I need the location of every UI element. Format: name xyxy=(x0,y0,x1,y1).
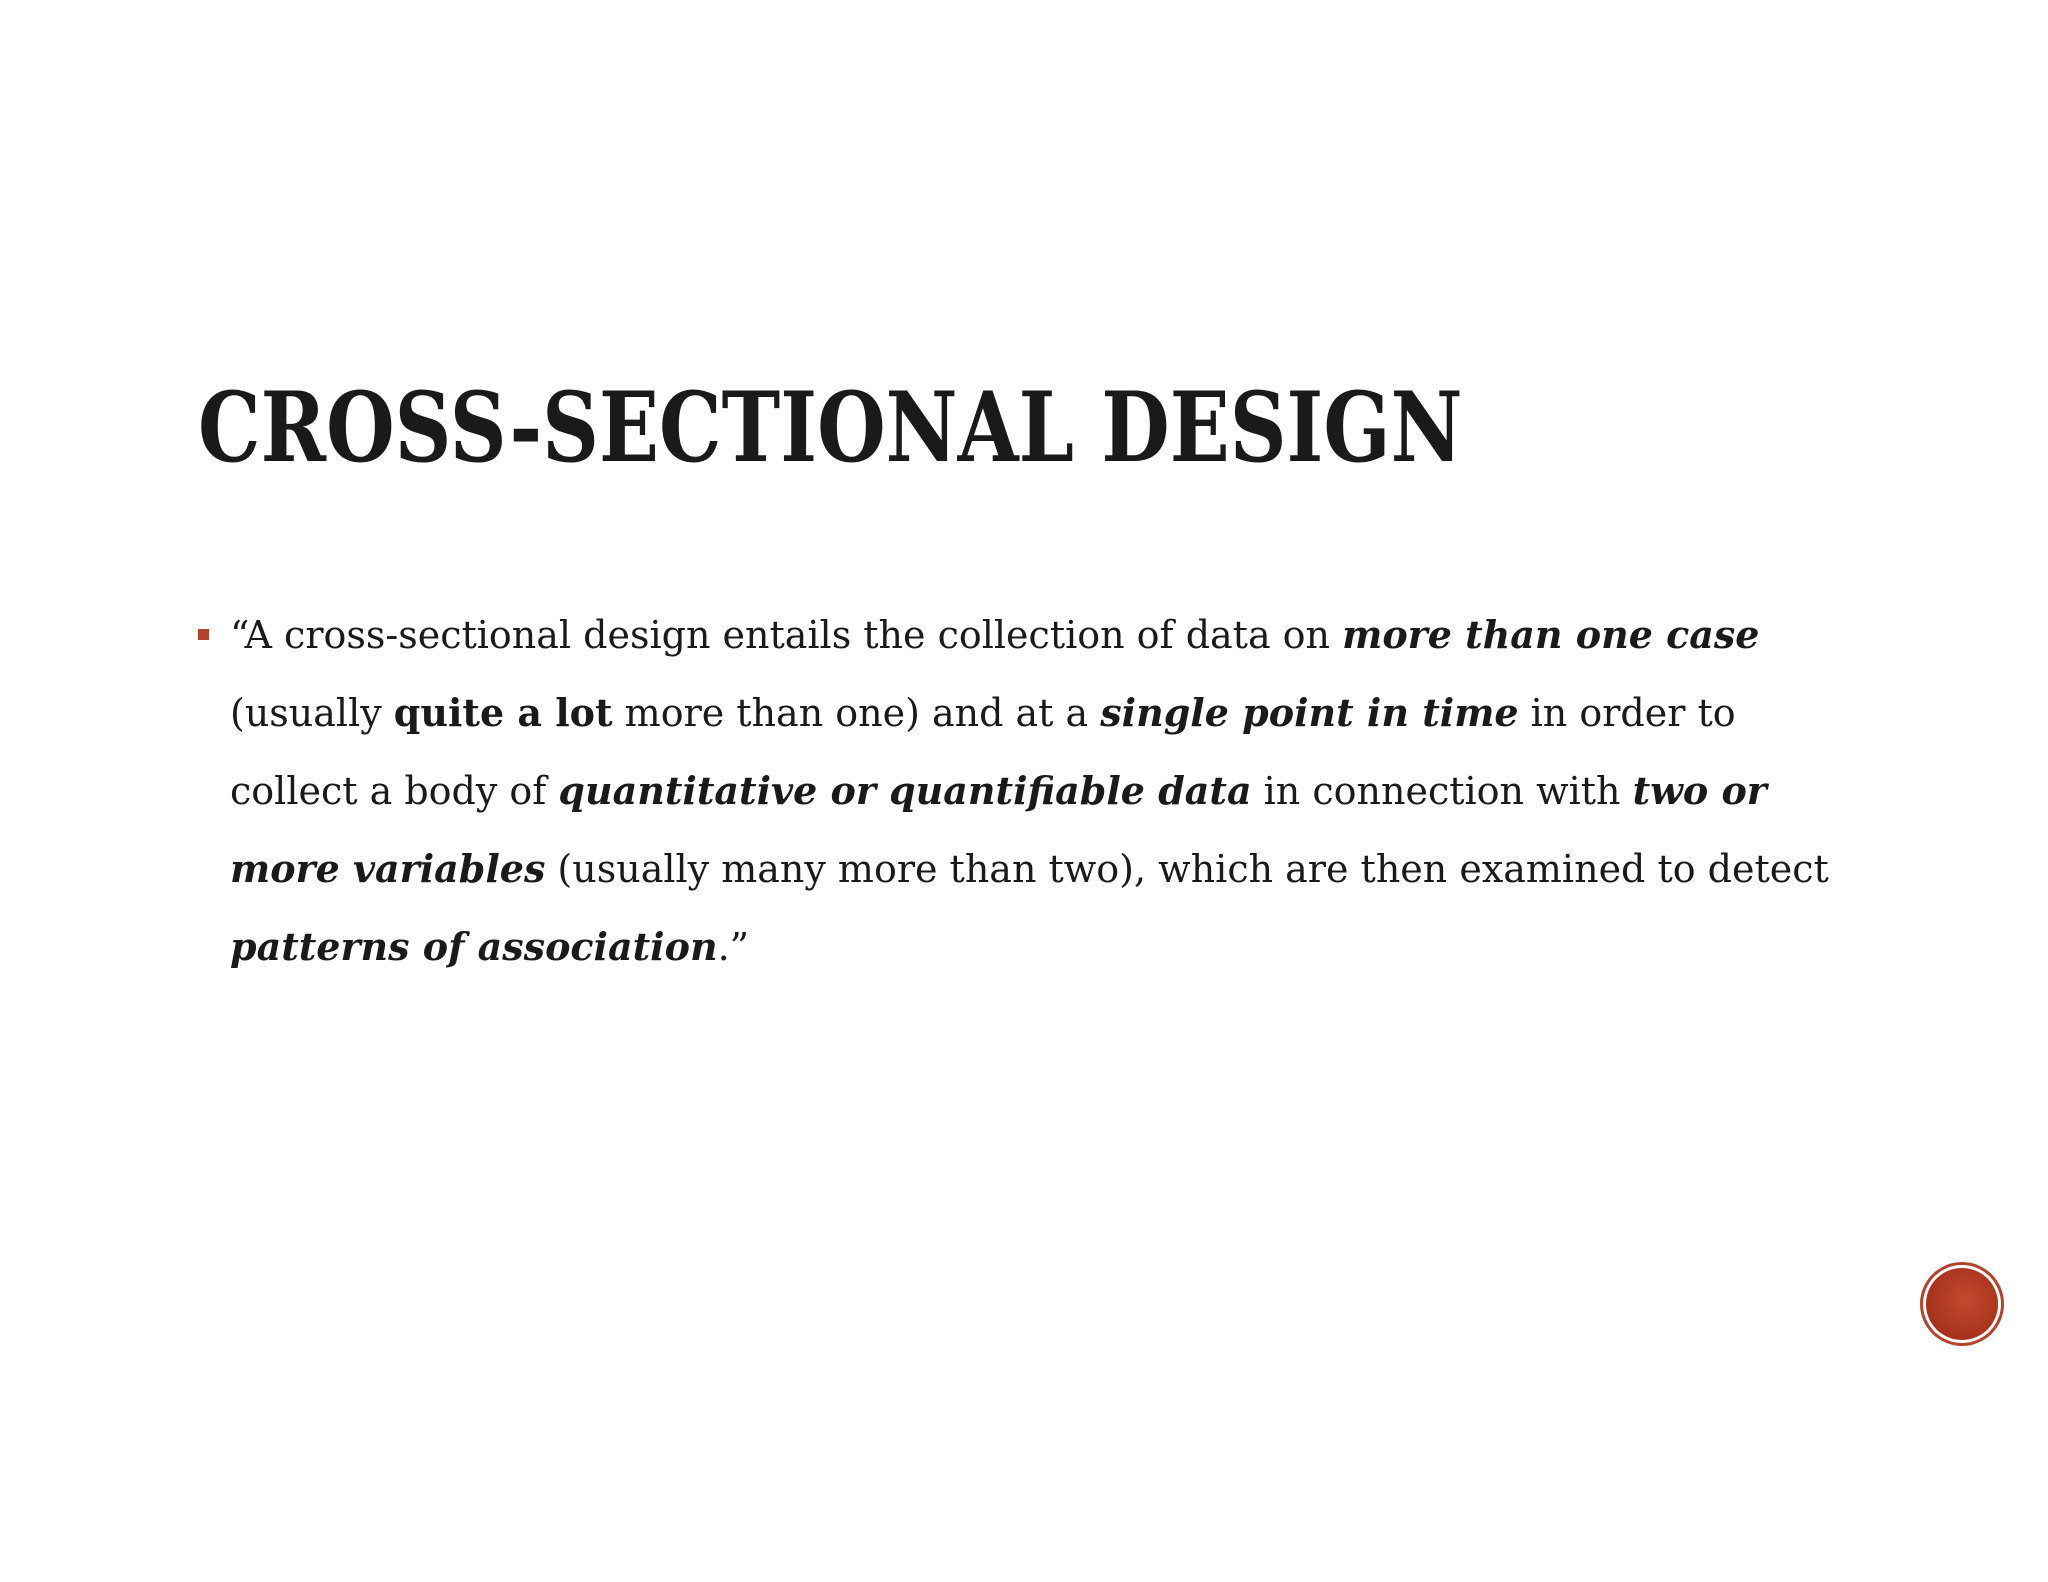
quote-text-7: .” xyxy=(717,925,750,969)
quote-text-4: in order to collect a body of xyxy=(230,691,1736,813)
emphasis-quantitative-data: quantitative or quantifiable data xyxy=(558,768,1252,813)
quote-text-3: more than one) and at a xyxy=(612,691,1101,735)
quote-text-5: in connection with xyxy=(1251,769,1633,813)
quote-text-6: (usually many more than two), which are then examined to detect xyxy=(545,847,1829,891)
bullet-item xyxy=(198,596,1858,986)
quote-text-1: “A cross-sectional design entails the collection of data on xyxy=(230,613,1343,657)
emphasis-patterns-of-association: patterns of association xyxy=(230,924,718,969)
quote-text-2: (usually xyxy=(230,691,394,735)
emphasis-quite-a-lot: quite a lot xyxy=(393,690,613,735)
square-bullet-icon xyxy=(198,629,209,640)
emphasis-more-than-one-case: more than one case xyxy=(1342,612,1760,657)
emphasis-two-or-more-variables: two or more variables xyxy=(230,768,1767,891)
slide-title: CROSS-SECTIONAL DESIGN xyxy=(198,371,1463,484)
red-circle-badge-icon xyxy=(1926,1268,1998,1340)
emphasis-single-point-in-time: single point in time xyxy=(1100,690,1519,735)
bullet-list xyxy=(198,596,1858,986)
